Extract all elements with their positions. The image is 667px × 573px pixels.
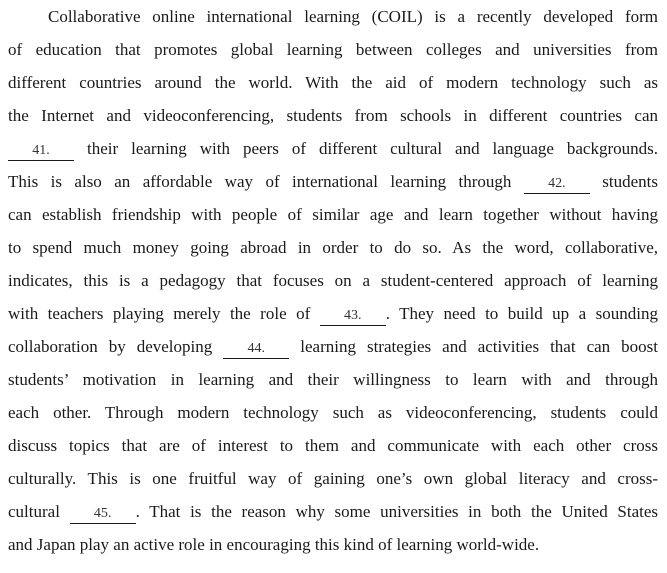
line-text: . They need to build up a sounding bbox=[385, 304, 658, 323]
passage-line bbox=[8, 0, 658, 33]
line-text: different countries around the world. With the aid of modern technology such as bbox=[8, 73, 658, 92]
line-text: indicates, this is a pedagogy that focuses on a student-centered approach of learning bbox=[8, 271, 658, 290]
line-text: and Japan play an active role in encouraging this kind of learning world-wide. bbox=[8, 535, 540, 554]
passage-line bbox=[8, 66, 658, 99]
passage-line bbox=[8, 363, 658, 396]
passage-line bbox=[8, 429, 658, 462]
line-text: . That is the reason why some universities in both the United States bbox=[135, 502, 658, 521]
line-text: learning strategies and activities that can boost bbox=[300, 337, 658, 356]
line-text: with teachers playing merely the role of bbox=[8, 304, 311, 323]
blank-44[interactable]: 44. bbox=[223, 340, 289, 359]
line-text: can establish friendship with people of similar age and learn together without having bbox=[8, 205, 658, 224]
line-text: culturally. This is one fruitful way of gaining one’s own global literacy and cross- bbox=[8, 469, 658, 488]
passage-line bbox=[8, 330, 658, 363]
passage-line bbox=[8, 198, 658, 231]
passage-line bbox=[8, 297, 658, 330]
line-text: of education that promotes global learning between colleges and universities from bbox=[8, 40, 658, 59]
passage-line bbox=[8, 528, 658, 561]
passage-line bbox=[8, 99, 658, 132]
passage-line bbox=[8, 495, 658, 528]
passage-line bbox=[8, 462, 658, 495]
cloze-passage bbox=[8, 0, 658, 561]
line-text: collaboration by developing bbox=[8, 337, 213, 356]
blank-42[interactable]: 42. bbox=[524, 175, 590, 194]
line-text: their learning with peers of different cultural and language backgrounds. bbox=[86, 139, 658, 158]
passage-line bbox=[8, 165, 658, 198]
line-text: discuss topics that are of interest to them and communicate with each other cross bbox=[8, 436, 658, 455]
line-text: students bbox=[602, 172, 658, 191]
passage-line bbox=[8, 231, 658, 264]
line-text: This is also an affordable way of international learning through bbox=[8, 172, 512, 191]
line-text: the Internet and videoconferencing, students from schools in different countries can bbox=[8, 106, 658, 125]
passage-line bbox=[8, 132, 658, 165]
passage-line bbox=[8, 396, 658, 429]
passage-line bbox=[8, 264, 658, 297]
line-text: cultural bbox=[8, 502, 60, 521]
line-text: each other. Through modern technology such as videoconferencing, students could bbox=[8, 403, 658, 422]
blank-41[interactable]: 41. bbox=[8, 142, 74, 161]
line-text: students’ motivation in learning and their willingness to learn with and through bbox=[8, 370, 658, 389]
line-text: Collaborative online international learning (COIL) is a recently developed form bbox=[48, 7, 658, 26]
blank-43[interactable]: 43. bbox=[320, 307, 386, 326]
passage-line bbox=[8, 33, 658, 66]
line-text: to spend much money going abroad in order to do so. As the word, collaborative, bbox=[8, 238, 658, 257]
blank-45[interactable]: 45. bbox=[70, 505, 136, 524]
